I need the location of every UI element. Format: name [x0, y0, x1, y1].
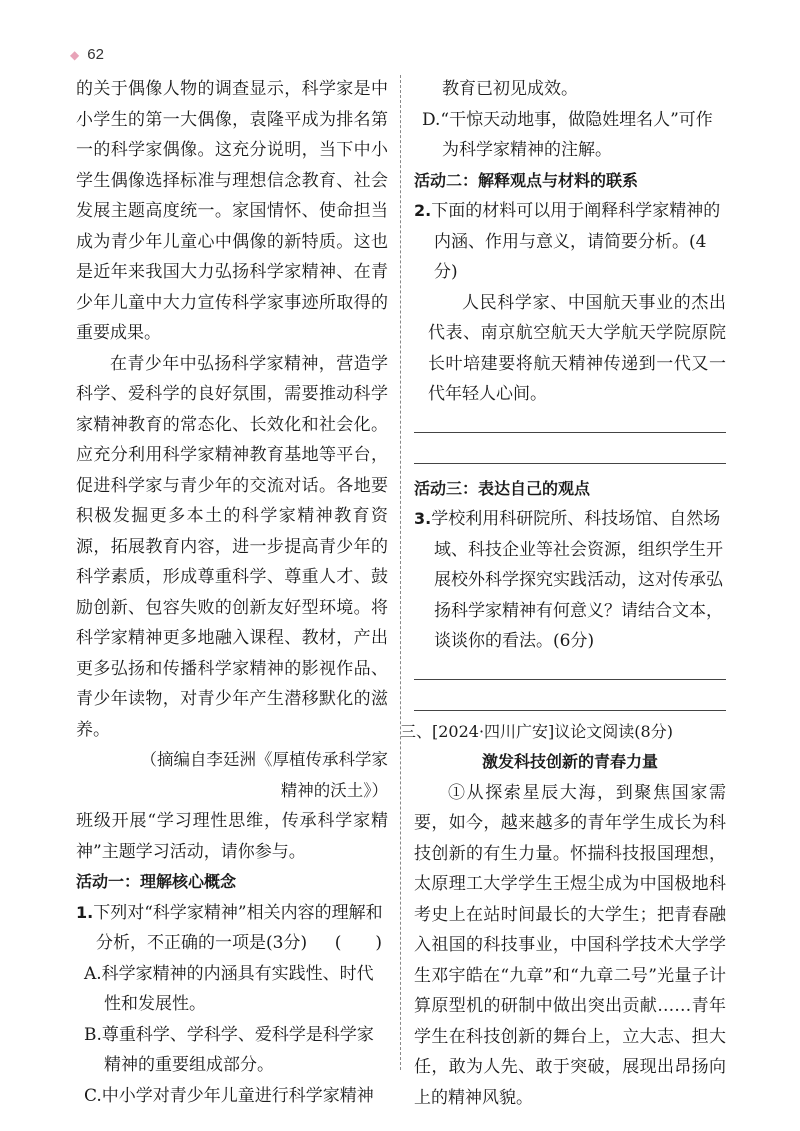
activity-1-heading: 活动一：理解核心概念 [76, 872, 237, 891]
page-number [70, 46, 104, 63]
source-line-1: （摘编自李廷洲《厚植传承科学家 [140, 750, 388, 769]
option-c-continued: 教育已初见成效。 [442, 79, 578, 99]
option-c: C.中小学对青少年儿童进行科学家精神 [84, 1085, 374, 1106]
question-3-number: 3. [414, 509, 432, 528]
question-1-number: 1. [76, 902, 94, 922]
task-intro: 班级开展“学习理性思维，传承科学家精神”主题学习活动，请你参与。 [76, 811, 388, 862]
question-3-text: 学校利用科研院所、科技场馆、自然场域、科技企业等社会资源，组织学生开展校外科学探究实践活动，这对传承弘扬科学家精神有何意义？请结合文本，谈谈你的看法。(6分) [431, 509, 723, 651]
question-2-material: 人民科学家、中国航天事业的杰出代表、南京航空航天大学航天学院原院长叶培建要将航天精神传递到一代又一代年轻人心间。 [428, 292, 726, 404]
question-3 [414, 504, 726, 657]
passage-paragraph-1: 的关于偶像人物的调查显示，科学家是中小学生的第一大偶像，袁隆平成为排名第一的科学家偶像。这充分说明，当下中小学生偶像选择标准与理想信念教育、社会发展主题高度统一。家国情怀、使命担当成为青少年儿童心中偶像的新特质。这也是近年来我国大力弘扬科学家精神、在青少年儿童中大力宣传科学家事迹所取得的重要成果。 [76, 79, 388, 343]
diamond-icon: ◆ [70, 48, 80, 62]
question-2 [414, 196, 726, 288]
page-number-text: 62 [87, 46, 104, 63]
activity-3-heading: 活动三：表达自己的观点 [414, 478, 591, 498]
option-d: D.“干惊天动地事，做隐姓埋名人”可作为科学家精神的注解。 [422, 109, 713, 160]
right-column [400, 74, 726, 1113]
question-1-text: 下列对“科学家精神”相关内容的理解和分析，不正确的一项是(3分) [93, 902, 383, 953]
passage-paragraph-2: 在青少年中弘扬科学家精神，营造学科学、爱科学的良好氛围，需要推动科学家精神教育的常态化、长效化和社会化。应充分利用科学家精神教育基地等平台，促进科学家与青少年的交流对话。各地要积极发掘更多本土的科学家精神教育资源，拓展教育内容，进一步提高青少年的科学素质，形成尊重科学、尊重人才、鼓励创新、包容失败的创新友好型环境。将科学家精神更多地融入课程、教材，产出更多弘扬和传播科学家精神的影视作品、青少年读物，对青少年产生潜移默化的滋养。 [76, 353, 388, 740]
activity-2-heading: 活动二：解释观点与材料的联系 [414, 170, 639, 190]
question-1 [76, 898, 388, 959]
question-2-text: 下面的材料可以用于阐释科学家精神的内涵、作用与意义，请简要分析。(4分) [431, 201, 721, 282]
question-2-number: 2. [414, 201, 432, 220]
answer-parentheses[interactable]: ( ) [334, 933, 382, 953]
option-b: B.尊重科学、学科学、爱科学是科学家精神的重要组成部分。 [84, 1024, 374, 1075]
section-3-heading: 三、[2024·四川广安]议论文阅读(8分) [400, 721, 673, 741]
essay-title: 激发科技创新的青春力量 [481, 752, 658, 771]
source-line-2: 精神的沃土》） [280, 780, 388, 800]
essay-paragraph-1: ①从探索星辰大海，到聚焦国家需要，如今，越来越多的青年学生成长为科技创新的有生力量。怀揣科技报国理想，太原理工大学学生王煜尘成为中国极地科考史上在站时间最长的大学生；把青春融入祖国的科技事业，中国科学技术大学学生邓宇皓在“九章”和“九章二号”光量子计算原型机的研制中做出突出贡献……青年学生在科技创新的舞台上，立大志、担大任，敢为人先、敢于突破，展现出昂扬向上的精神风貌。 [414, 782, 726, 1108]
option-a: A.科学家精神的内涵具有实践性、时代性和发展性。 [84, 963, 374, 1014]
column-divider [400, 75, 401, 1070]
left-column [76, 74, 388, 1111]
